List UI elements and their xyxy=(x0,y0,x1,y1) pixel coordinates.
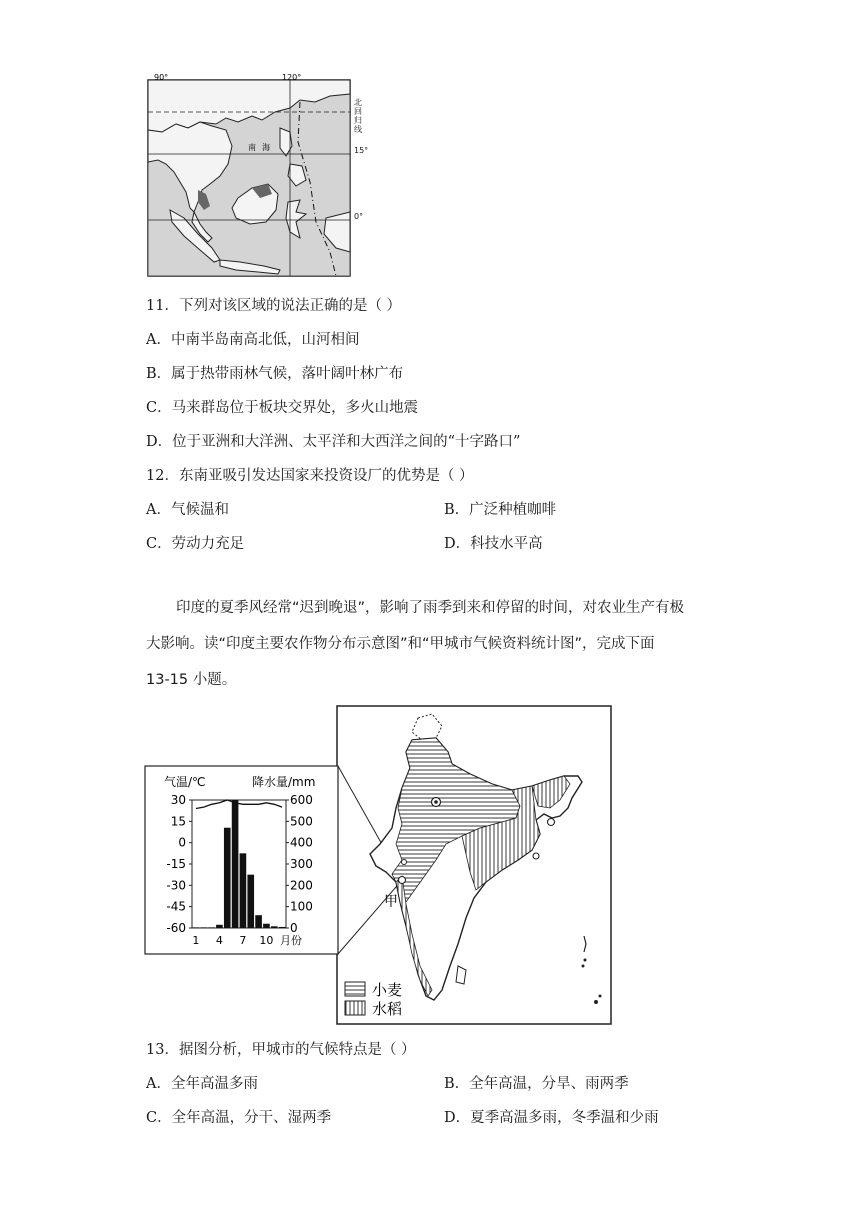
right-tick-label: 100 xyxy=(290,899,313,914)
right-tick-label: 300 xyxy=(290,857,313,871)
q11-stem: 11．下列对该区域的说法正确的是（ ） xyxy=(146,298,402,314)
intro-line-1: 印度的夏季风经常“迟到晚退”，影响了雨季到来和停留的时间，对农业生产有极 xyxy=(176,600,685,616)
right-tick-label: 500 xyxy=(290,814,313,829)
precipitation-bar xyxy=(232,800,239,928)
legend-wheat-label: 小麦 xyxy=(372,981,403,999)
sea-label: 南海 xyxy=(248,143,276,152)
x-tick-label: 1 xyxy=(192,934,200,947)
precipitation-bar xyxy=(255,915,262,928)
lon-label-90: 90° xyxy=(154,73,169,82)
left-tick-label: -30 xyxy=(166,878,186,893)
q13-option-d[interactable]: D．夏季高温多雨，冬季温和少雨 xyxy=(444,1110,659,1126)
precipitation-bar xyxy=(224,828,231,928)
q12-option-a[interactable]: A．气候温和 xyxy=(146,502,229,518)
city-jia-label: 甲 xyxy=(384,894,398,910)
x-tick-label: 7 xyxy=(239,934,247,947)
q13-option-a[interactable]: A．全年高温多雨 xyxy=(146,1076,258,1092)
right-tick-label: 200 xyxy=(290,878,313,893)
legend-rice-swatch xyxy=(345,1001,365,1015)
southeast-asia-map xyxy=(140,72,365,278)
precipitation-bar xyxy=(247,875,254,928)
q13-stem: 13．据图分析，甲城市的气候特点是（ ） xyxy=(146,1042,416,1058)
intro-line-2: 大影响。读“印度主要农作物分布示意图”和“甲城市气候资料统计图”，完成下面 xyxy=(146,636,655,652)
left-tick-label: -15 xyxy=(166,857,186,871)
right-axis-title: 降水量/mm xyxy=(252,775,316,789)
tropic-label: 北回归线 xyxy=(354,98,362,134)
q11-option-a[interactable]: A．中南半岛南高北低，山河相间 xyxy=(146,332,360,348)
q13-option-c[interactable]: C．全年高温，分干、湿两季 xyxy=(146,1110,332,1126)
q11-option-b[interactable]: B．属于热带雨林气候，落叶阔叶林广布 xyxy=(146,366,404,382)
precipitation-bar xyxy=(216,925,223,928)
intro-line-3: 13-15 小题。 xyxy=(146,672,237,688)
q11-option-d[interactable]: D．位于亚洲和大洋洲、太平洋和大西洋之间的“十字路口” xyxy=(146,434,521,450)
left-tick-label: 0 xyxy=(178,835,186,850)
precipitation-bar xyxy=(208,927,215,928)
legend-wheat-swatch xyxy=(345,982,365,996)
precipitation-bar xyxy=(263,924,270,928)
q12-option-c[interactable]: C．劳动力充足 xyxy=(146,536,245,552)
intro-paragraph xyxy=(146,598,706,690)
precipitation-bar xyxy=(279,927,286,928)
x-tick-label: 10 xyxy=(259,934,274,947)
q13-option-b[interactable]: B．全年高温，分旱、雨两季 xyxy=(444,1076,629,1092)
q12-option-d[interactable]: D．科技水平高 xyxy=(444,536,543,552)
left-tick-label: -60 xyxy=(166,921,186,935)
q12-option-b[interactable]: B．广泛种植咖啡 xyxy=(444,502,557,518)
precipitation-bar xyxy=(240,853,247,928)
right-tick-label: 400 xyxy=(290,835,313,850)
precipitation-bar xyxy=(271,926,278,928)
x-unit-label: 月份 xyxy=(280,934,302,947)
lat-label-0: 0° xyxy=(354,212,364,221)
right-tick-label: 600 xyxy=(290,793,313,807)
q11-option-c[interactable]: C．马来群岛位于板块交界处，多火山地震 xyxy=(146,400,419,416)
q12-stem: 12．东南亚吸引发达国家来投资设厂的优势是（ ） xyxy=(146,468,474,484)
plot-area xyxy=(192,800,286,928)
x-tick-label: 4 xyxy=(215,934,223,947)
precipitation-bar xyxy=(193,927,200,928)
lon-label-120: 120° xyxy=(282,73,302,82)
lat-label-15: 15° xyxy=(354,146,369,155)
india-figure xyxy=(140,704,620,1030)
left-tick-label: 30 xyxy=(170,793,186,807)
left-axis-title: 气温/℃ xyxy=(164,775,206,789)
legend-rice-label: 水稻 xyxy=(372,1000,403,1018)
right-tick-label: 0 xyxy=(290,921,298,935)
precipitation-bar xyxy=(200,927,207,928)
left-tick-label: 15 xyxy=(170,814,186,829)
left-tick-label: -45 xyxy=(166,899,186,914)
